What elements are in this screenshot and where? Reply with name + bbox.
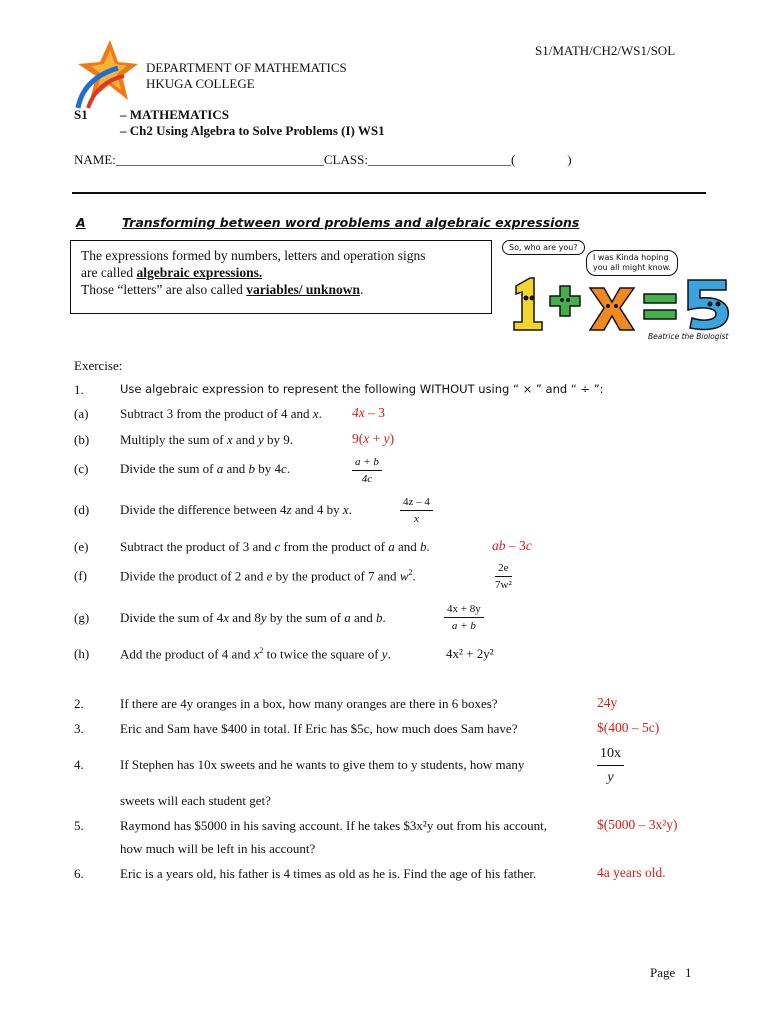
speech-bubble-1: So, who are you? [502, 240, 585, 255]
section-letter: A [76, 215, 86, 230]
q1g-label: (g) [74, 610, 90, 625]
q1c-answer: $\frac{a + b}{4c}$ [352, 456, 382, 485]
q1h-question: Add the product of 4 and $x^2$ to twice the square of y. [120, 646, 391, 662]
chapter-title: – Ch2 Using Algebra to Solve Problems (I) WS1 [120, 123, 385, 138]
q1b-label: (b) [74, 432, 90, 447]
q4-answer: $\frac{10x}{y}$ [597, 746, 624, 786]
q3-question: Eric and Sam have $400 in total. If Eric has $5c, how much does Sam have? [120, 721, 518, 736]
definition-line-1: The expressions formed by numbers, letters and operation signs [81, 248, 426, 263]
q1g-question: Divide the sum of 4x and 8y by the sum of a and b. [120, 610, 386, 625]
q1d-question: Divide the difference between 4z and 4 by x. [120, 502, 352, 517]
q3-number: 3. [74, 721, 84, 736]
q1e-label: (e) [74, 539, 89, 554]
q2-number: 2. [74, 696, 84, 711]
q3-answer: $(400 – 5c) [597, 720, 660, 735]
definition-box [70, 240, 492, 314]
q1b-answer: 9(x + y) [352, 431, 395, 446]
cartoon-illustration [498, 236, 734, 346]
doc-code: S1/MATH/CH2/WS1/SOL [535, 43, 676, 58]
term-variables: variables/ unknown [246, 282, 360, 297]
q1a-label: (a) [74, 406, 89, 421]
department-name: DEPARTMENT OF MATHEMATICS [146, 60, 347, 75]
q5-question-cont: how much will be left in his account? [120, 841, 316, 856]
page-label: Page [650, 965, 676, 980]
q1g-answer: $\frac{4x + 8y}{a + b}$ [444, 603, 484, 632]
exercise-heading: Exercise: [74, 358, 123, 373]
q1c-label: (c) [74, 461, 89, 476]
q1h-answer: 4x² + 2y² [446, 646, 494, 661]
definition-line-3: Those “letters” are also called variables/ unknown. [81, 282, 364, 297]
q5-number: 5. [74, 818, 84, 833]
q6-question: Eric is a years old, his father is 4 times as old as he is. Find the age of his father. [120, 866, 537, 881]
q1f-answer: $\frac{2e}{\text{7w²}}$ [495, 562, 512, 592]
math-characters-icon [504, 276, 730, 332]
page-number: 1 [685, 965, 692, 980]
q1a-answer: 4x – 3 [352, 405, 385, 420]
q1c-question: Divide the sum of a and b by 4c. [120, 461, 291, 476]
section-title: Transforming between word problems and algebraic expressions [122, 215, 580, 230]
speech-bubble-2: I was Kinda hoping you all might know. [586, 250, 678, 276]
q4-question-cont: sweets will each student get? [120, 793, 271, 808]
q6-number: 6. [74, 866, 84, 881]
q6-answer: 4a years old. [597, 865, 666, 880]
q1d-answer: $\frac{4z - 4}{x}$ [400, 496, 433, 525]
term-algebraic-expressions: algebraic expressions. [136, 265, 263, 280]
subject-title: – MATHEMATICS [120, 107, 229, 122]
name-class-line: NAME:________________________________CLASS:______________________( ) [74, 152, 572, 167]
q1b-question: Multiply the sum of x and y by 9. [120, 432, 293, 447]
q1-prompt: Use algebraic expression to represent the following WITHOUT using “ × ” and “ ÷ ”: [120, 382, 604, 396]
college-name: HKUGA COLLEGE [146, 76, 255, 91]
q4-question: If Stephen has 10x sweets and he wants to give them to y students, how many [120, 757, 525, 772]
q1e-question: Subtract the product of 3 and c from the product of a and b. [120, 539, 430, 554]
q1a-question: Subtract 3 from the product of 4 and x. [120, 406, 322, 421]
q1f-label: (f) [74, 568, 87, 583]
page-footer [650, 965, 692, 981]
header-divider [72, 192, 706, 194]
definition-line-2: are called algebraic expressions. [81, 265, 263, 280]
q2-question: If there are 4y oranges in a box, how many oranges are there in 6 boxes? [120, 696, 498, 711]
q1e-answer: ab – 3c [492, 538, 532, 553]
q1f-question: Divide the product of 2 and e by the product of 7 and $w^2$. [120, 568, 416, 584]
q2-answer: 24y [597, 695, 618, 710]
form-label: S1 [74, 107, 88, 122]
q1h-label: (h) [74, 646, 90, 661]
q5-answer: $(5000 – 3x²y) [597, 817, 678, 832]
q1-number: 1. [74, 382, 84, 397]
cartoon-signature: Beatrice the Biologist [648, 332, 729, 341]
q5-question: Raymond has $5000 in his saving account. If he takes $3x²y out from his account, [120, 818, 548, 833]
q4-number: 4. [74, 757, 84, 772]
q1d-label: (d) [74, 502, 90, 517]
college-logo [72, 38, 140, 110]
